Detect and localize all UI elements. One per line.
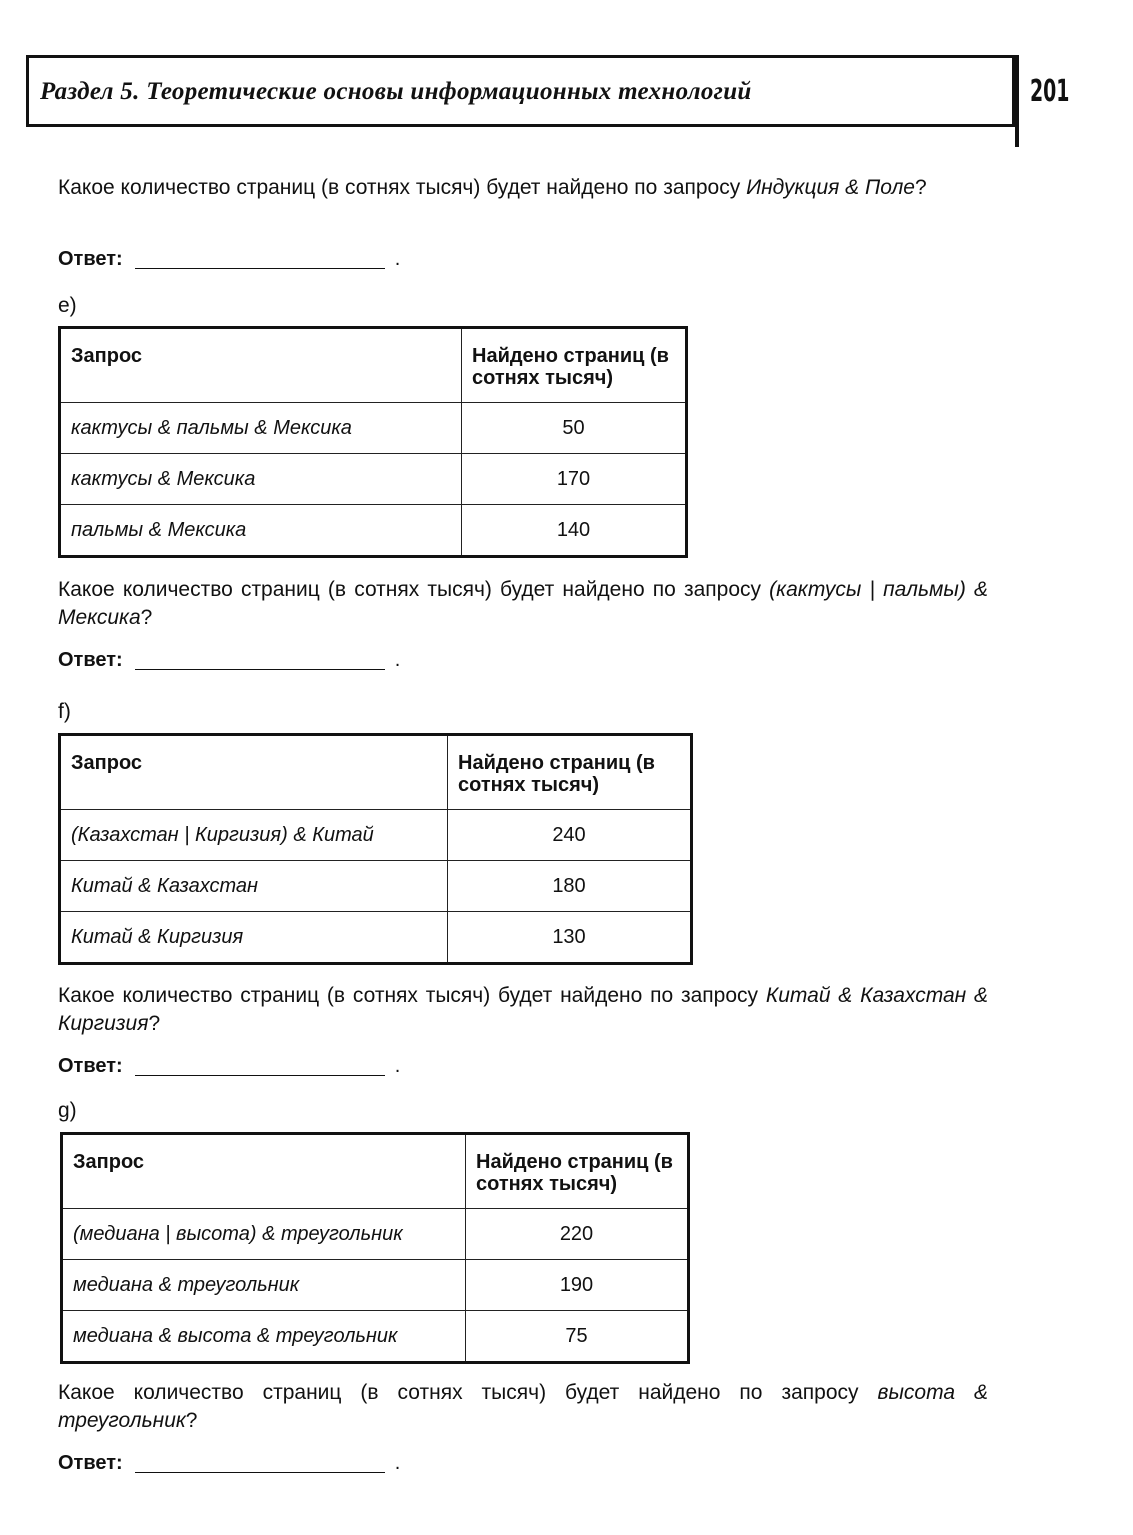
header-divider	[1015, 55, 1019, 147]
table-row: кактусы & Мексика 170	[60, 454, 687, 505]
question-f: Какое количество страниц (в сотнях тысяч) будет найдено по запросу Китай & Казахстан & Киргизия?	[58, 984, 988, 1035]
table-header-found: Найдено страниц (в сотнях тысяч)	[448, 735, 692, 810]
table-row: пальмы & Мексика 140	[60, 505, 687, 557]
table-row: медиана & высота & треугольник 75	[62, 1311, 689, 1363]
table-row: кактусы & пальмы & Мексика 50	[60, 403, 687, 454]
part-label-e: e)	[58, 294, 77, 317]
table-g	[60, 1132, 690, 1364]
table-header-found: Найдено страниц (в сотнях тысяч)	[462, 328, 687, 403]
answer-g: Ответ: .	[58, 1452, 401, 1474]
answer-d: Ответ: .	[58, 248, 401, 270]
answer-f: Ответ: .	[58, 1055, 401, 1077]
table-f	[58, 733, 693, 965]
table-header-query: Запрос	[60, 328, 462, 403]
table-row: (медиана | высота) & треугольник 220	[62, 1209, 689, 1260]
answer-e: Ответ: .	[58, 649, 401, 671]
answer-line-g[interactable]	[135, 1452, 385, 1473]
answer-line-d[interactable]	[135, 248, 385, 269]
answer-line-e[interactable]	[135, 649, 385, 670]
answer-line-f[interactable]	[135, 1055, 385, 1076]
table-e	[58, 326, 688, 558]
table-header-query: Запрос	[62, 1134, 466, 1209]
question-g: Какое количество страниц (в сотнях тысяч) будет найдено по запросу высота & треугольник?	[58, 1381, 988, 1432]
section-title: Раздел 5. Теоретические основы информационных технологий	[40, 78, 752, 105]
table-header-found: Найдено страниц (в сотнях тысяч)	[466, 1134, 689, 1209]
question-e: Какое количество страниц (в сотнях тысяч) будет найдено по запросу (кактусы | пальмы) & Мексика?	[58, 578, 988, 629]
table-row: (Казахстан | Киргизия) & Китай 240	[60, 810, 692, 861]
table-header-query: Запрос	[60, 735, 448, 810]
question-d: Какое количество страниц (в сотнях тысяч) будет найдено по запросу Индукция & Поле?	[58, 176, 927, 199]
table-row: Китай & Киргизия 130	[60, 912, 692, 964]
part-label-f: f)	[58, 700, 71, 723]
part-label-g: g)	[58, 1099, 77, 1122]
page-number: 201	[1030, 74, 1070, 109]
table-row: медиана & треугольник 190	[62, 1260, 689, 1311]
table-row: Китай & Казахстан 180	[60, 861, 692, 912]
